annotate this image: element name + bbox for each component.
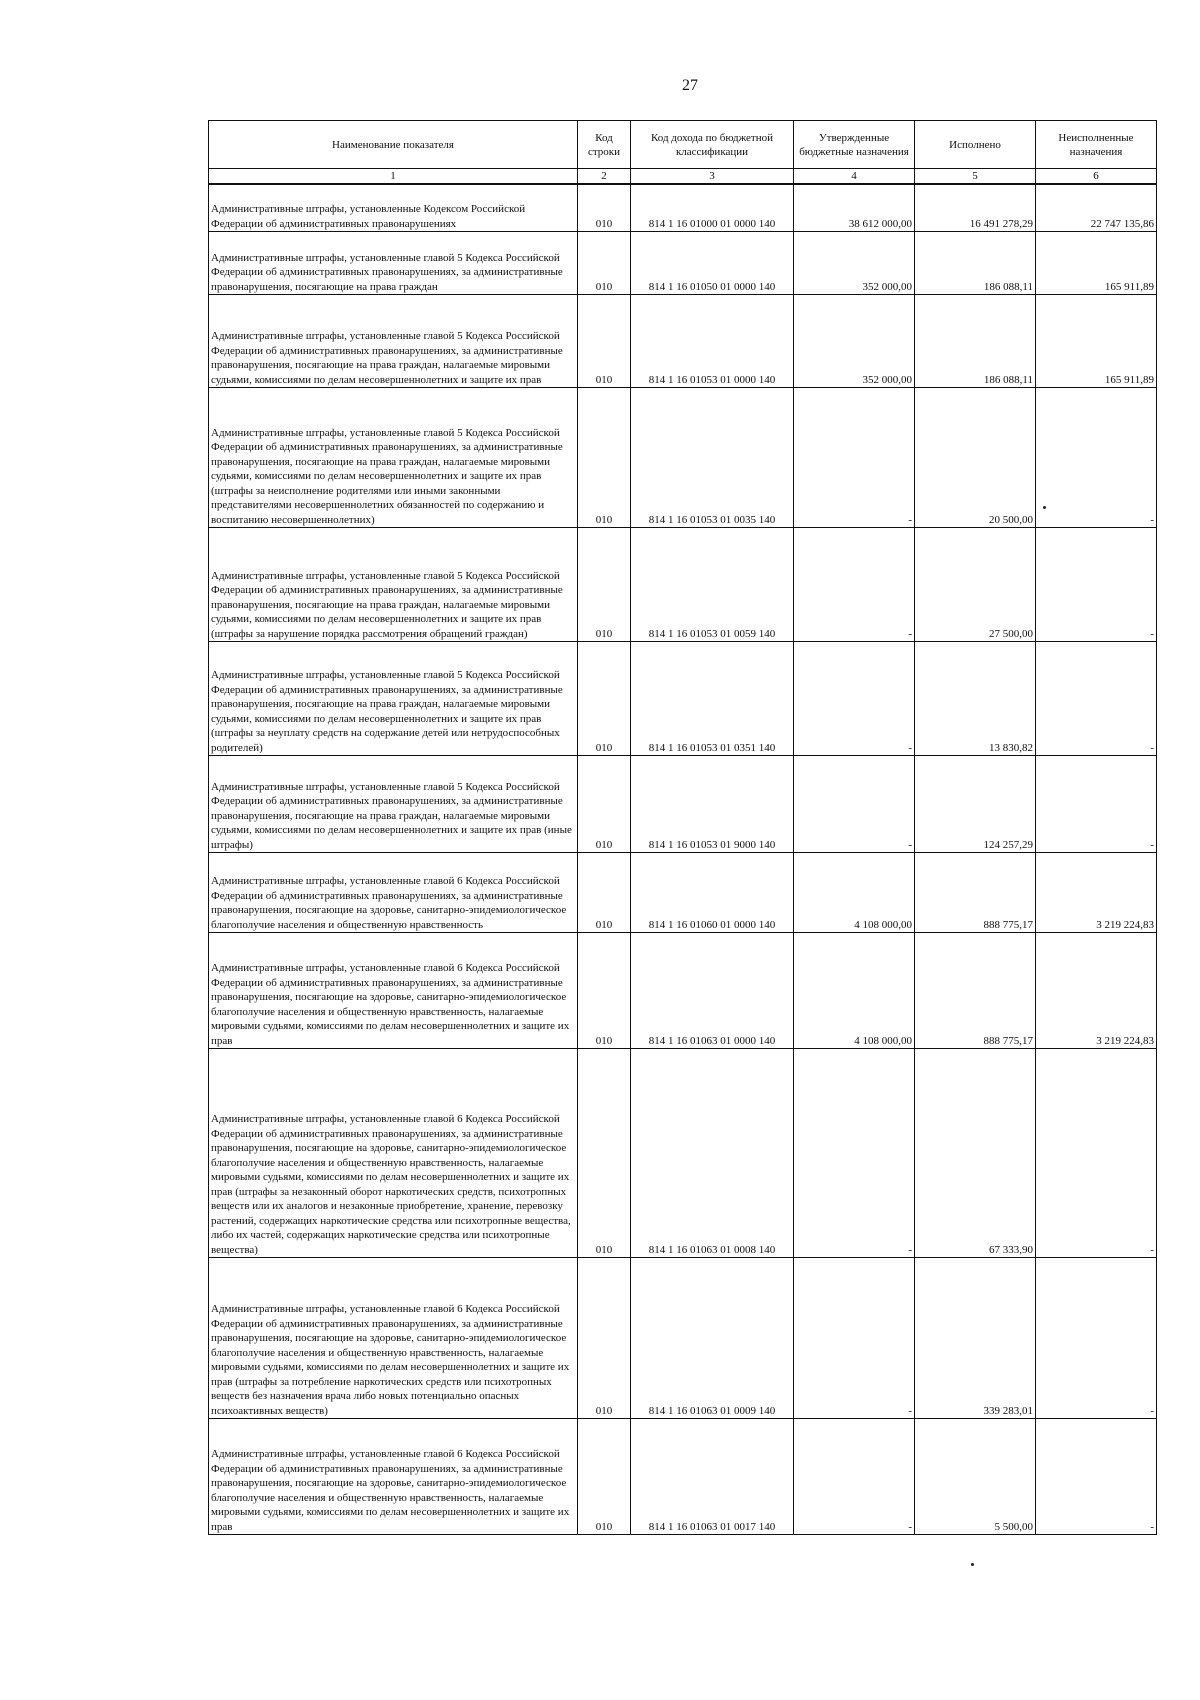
table-row bbox=[209, 388, 1157, 528]
row-approved: - bbox=[794, 756, 915, 853]
row-unexecuted: - bbox=[1036, 642, 1157, 756]
row-unexecuted: 22 747 135,86 bbox=[1036, 184, 1157, 232]
table-row bbox=[209, 295, 1157, 388]
row-name: Административные штрафы, установленные главой 6 Кодекса Российской Федерации об административных правонарушениях, за административные правонарушения, посягающие на здоровье, санитарно-эпидемиологическое благополучие населения и общественную нравственность, налагаемые мировыми судьями, комиссиями по делам несовершеннолетних и защите их прав (штрафы за потребление наркотических средств или психотропных веществ без назначения врача либо новых потенциально опасных психоактивных веществ) bbox=[209, 1258, 578, 1419]
row-executed: 124 257,29 bbox=[915, 756, 1036, 853]
table-row bbox=[209, 1419, 1157, 1535]
row-line-code: 010 bbox=[578, 232, 631, 295]
row-income-code: 814 1 16 01063 01 0017 140 bbox=[631, 1419, 794, 1535]
scan-speck bbox=[971, 1563, 974, 1566]
row-line-code: 010 bbox=[578, 642, 631, 756]
row-unexecuted: 3 219 224,83 bbox=[1036, 853, 1157, 933]
row-approved: 352 000,00 bbox=[794, 232, 915, 295]
header-line-code: Код строки bbox=[578, 121, 631, 169]
row-income-code: 814 1 16 01063 01 0008 140 bbox=[631, 1049, 794, 1258]
column-number: 2 bbox=[578, 169, 631, 184]
row-approved: 4 108 000,00 bbox=[794, 853, 915, 933]
row-unexecuted: - bbox=[1036, 528, 1157, 642]
row-line-code: 010 bbox=[578, 295, 631, 388]
row-executed: 888 775,17 bbox=[915, 853, 1036, 933]
row-line-code: 010 bbox=[578, 853, 631, 933]
row-line-code: 010 bbox=[578, 184, 631, 232]
row-income-code: 814 1 16 01050 01 0000 140 bbox=[631, 232, 794, 295]
column-number: 1 bbox=[209, 169, 578, 184]
column-number: 3 bbox=[631, 169, 794, 184]
column-number: 5 bbox=[915, 169, 1036, 184]
row-approved: 38 612 000,00 bbox=[794, 184, 915, 232]
row-executed: 13 830,82 bbox=[915, 642, 1036, 756]
row-income-code: 814 1 16 01000 01 0000 140 bbox=[631, 184, 794, 232]
row-name: Административные штрафы, установленные Кодексом Российской Федерации об административных правонарушениях bbox=[209, 184, 578, 232]
row-line-code: 010 bbox=[578, 1258, 631, 1419]
row-approved: - bbox=[794, 642, 915, 756]
header-unexecuted: Неисполненные назначения bbox=[1036, 121, 1157, 169]
row-name: Административные штрафы, установленные главой 5 Кодекса Российской Федерации об административных правонарушениях, за административные правонарушения, посягающие на права граждан, налагаемые мировыми судьями, комиссиями по делам несовершеннолетних и защите их прав (штрафы за неисполнение родителями или иными законными представителями несовершеннолетних обязанностей по содержанию и воспитанию несовершеннолетних) bbox=[209, 388, 578, 528]
header-executed: Исполнено bbox=[915, 121, 1036, 169]
row-approved: - bbox=[794, 1049, 915, 1258]
scan-speck bbox=[1043, 506, 1046, 509]
table-row bbox=[209, 232, 1157, 295]
header-name: Наименование показателя bbox=[209, 121, 578, 169]
row-unexecuted: 165 911,89 bbox=[1036, 232, 1157, 295]
row-income-code: 814 1 16 01060 01 0000 140 bbox=[631, 853, 794, 933]
row-name: Административные штрафы, установленные главой 5 Кодекса Российской Федерации об административных правонарушениях, за административные правонарушения, посягающие на права граждан, налагаемые мировыми судьями, комиссиями по делам несовершеннолетних и защите их прав (иные штрафы) bbox=[209, 756, 578, 853]
row-unexecuted: 165 911,89 bbox=[1036, 295, 1157, 388]
row-name: Административные штрафы, установленные главой 6 Кодекса Российской Федерации об административных правонарушениях, за административные правонарушения, посягающие на здоровье, санитарно-эпидемиологическое благополучие населения и общественную нравственность, налагаемые мировыми судьями, комиссиями по делам несовершеннолетних и защите их прав bbox=[209, 933, 578, 1049]
row-executed: 27 500,00 bbox=[915, 528, 1036, 642]
table-header-row bbox=[209, 121, 1157, 169]
row-name: Административные штрафы, установленные главой 6 Кодекса Российской Федерации об административных правонарушениях, за административные правонарушения, посягающие на здоровье, санитарно-эпидемиологическое благополучие населения и общественную нравственность bbox=[209, 853, 578, 933]
row-line-code: 010 bbox=[578, 388, 631, 528]
table-row bbox=[209, 756, 1157, 853]
row-approved: - bbox=[794, 1258, 915, 1419]
row-approved: 352 000,00 bbox=[794, 295, 915, 388]
row-executed: 5 500,00 bbox=[915, 1419, 1036, 1535]
row-executed: 16 491 278,29 bbox=[915, 184, 1036, 232]
column-number: 6 bbox=[1036, 169, 1157, 184]
table-row bbox=[209, 528, 1157, 642]
row-income-code: 814 1 16 01063 01 0009 140 bbox=[631, 1258, 794, 1419]
row-unexecuted: - bbox=[1036, 1049, 1157, 1258]
row-executed: 186 088,11 bbox=[915, 295, 1036, 388]
table-row bbox=[209, 1049, 1157, 1258]
budget-execution-table bbox=[208, 120, 1157, 1535]
header-approved: Утвержденные бюджетные назначения bbox=[794, 121, 915, 169]
row-income-code: 814 1 16 01053 01 0059 140 bbox=[631, 528, 794, 642]
row-income-code: 814 1 16 01053 01 0000 140 bbox=[631, 295, 794, 388]
row-unexecuted: - bbox=[1036, 1258, 1157, 1419]
row-name: Административные штрафы, установленные главой 5 Кодекса Российской Федерации об административных правонарушениях, за административные правонарушения, посягающие на права граждан, налагаемые мировыми судьями, комиссиями по делам несовершеннолетних и защите их прав (штрафы за неуплату средств на содержание детей или нетрудоспособных родителей) bbox=[209, 642, 578, 756]
row-approved: - bbox=[794, 528, 915, 642]
row-unexecuted: - bbox=[1036, 756, 1157, 853]
row-executed: 20 500,00 bbox=[915, 388, 1036, 528]
row-unexecuted: - bbox=[1036, 388, 1157, 528]
table-row bbox=[209, 853, 1157, 933]
row-line-code: 010 bbox=[578, 528, 631, 642]
row-executed: 67 333,90 bbox=[915, 1049, 1036, 1258]
column-number: 4 bbox=[794, 169, 915, 184]
row-executed: 186 088,11 bbox=[915, 232, 1036, 295]
row-approved: - bbox=[794, 388, 915, 528]
row-line-code: 010 bbox=[578, 756, 631, 853]
row-name: Административные штрафы, установленные главой 5 Кодекса Российской Федерации об административных правонарушениях, за административные правонарушения, посягающие на права граждан, налагаемые мировыми судьями, комиссиями по делам несовершеннолетних и защите их прав bbox=[209, 295, 578, 388]
row-line-code: 010 bbox=[578, 1049, 631, 1258]
table-row bbox=[209, 933, 1157, 1049]
row-name: Административные штрафы, установленные главой 6 Кодекса Российской Федерации об административных правонарушениях, за административные правонарушения, посягающие на здоровье, санитарно-эпидемиологическое благополучие населения и общественную нравственность, налагаемые мировыми судьями, комиссиями по делам несовершеннолетних и защите их прав bbox=[209, 1419, 578, 1535]
row-line-code: 010 bbox=[578, 1419, 631, 1535]
row-income-code: 814 1 16 01053 01 0035 140 bbox=[631, 388, 794, 528]
row-name: Административные штрафы, установленные главой 5 Кодекса Российской Федерации об административных правонарушениях, за административные правонарушения, посягающие на права граждан, налагаемые мировыми судьями, комиссиями по делам несовершеннолетних и защите их прав (штрафы за нарушение порядка рассмотрения обращений граждан) bbox=[209, 528, 578, 642]
table-row bbox=[209, 1258, 1157, 1419]
row-name: Административные штрафы, установленные главой 5 Кодекса Российской Федерации об административных правонарушениях, за административные правонарушения, посягающие на права граждан bbox=[209, 232, 578, 295]
header-income-code: Код дохода по бюджетной классификации bbox=[631, 121, 794, 169]
row-approved: - bbox=[794, 1419, 915, 1535]
row-line-code: 010 bbox=[578, 933, 631, 1049]
page-number: 27 bbox=[682, 77, 698, 94]
row-executed: 888 775,17 bbox=[915, 933, 1036, 1049]
row-executed: 339 283,01 bbox=[915, 1258, 1036, 1419]
row-income-code: 814 1 16 01053 01 0351 140 bbox=[631, 642, 794, 756]
row-unexecuted: - bbox=[1036, 1419, 1157, 1535]
table-row bbox=[209, 184, 1157, 232]
row-income-code: 814 1 16 01053 01 9000 140 bbox=[631, 756, 794, 853]
row-approved: 4 108 000,00 bbox=[794, 933, 915, 1049]
table-row bbox=[209, 642, 1157, 756]
row-name: Административные штрафы, установленные главой 6 Кодекса Российской Федерации об административных правонарушениях, за административные правонарушения, посягающие на здоровье, санитарно-эпидемиологическое благополучие населения и общественную нравственность, налагаемые мировыми судьями, комиссиями по делам несовершеннолетних и защите их прав (штрафы за незаконный оборот наркотических средств, психотропных веществ или их аналогов и незаконные приобретение, хранение, перевозку растений, содержащих наркотические средства или психотропные вещества, либо их частей, содержащих наркотические средства или психотропные вещества) bbox=[209, 1049, 578, 1258]
column-numbers-row bbox=[209, 169, 1157, 184]
row-unexecuted: 3 219 224,83 bbox=[1036, 933, 1157, 1049]
row-income-code: 814 1 16 01063 01 0000 140 bbox=[631, 933, 794, 1049]
